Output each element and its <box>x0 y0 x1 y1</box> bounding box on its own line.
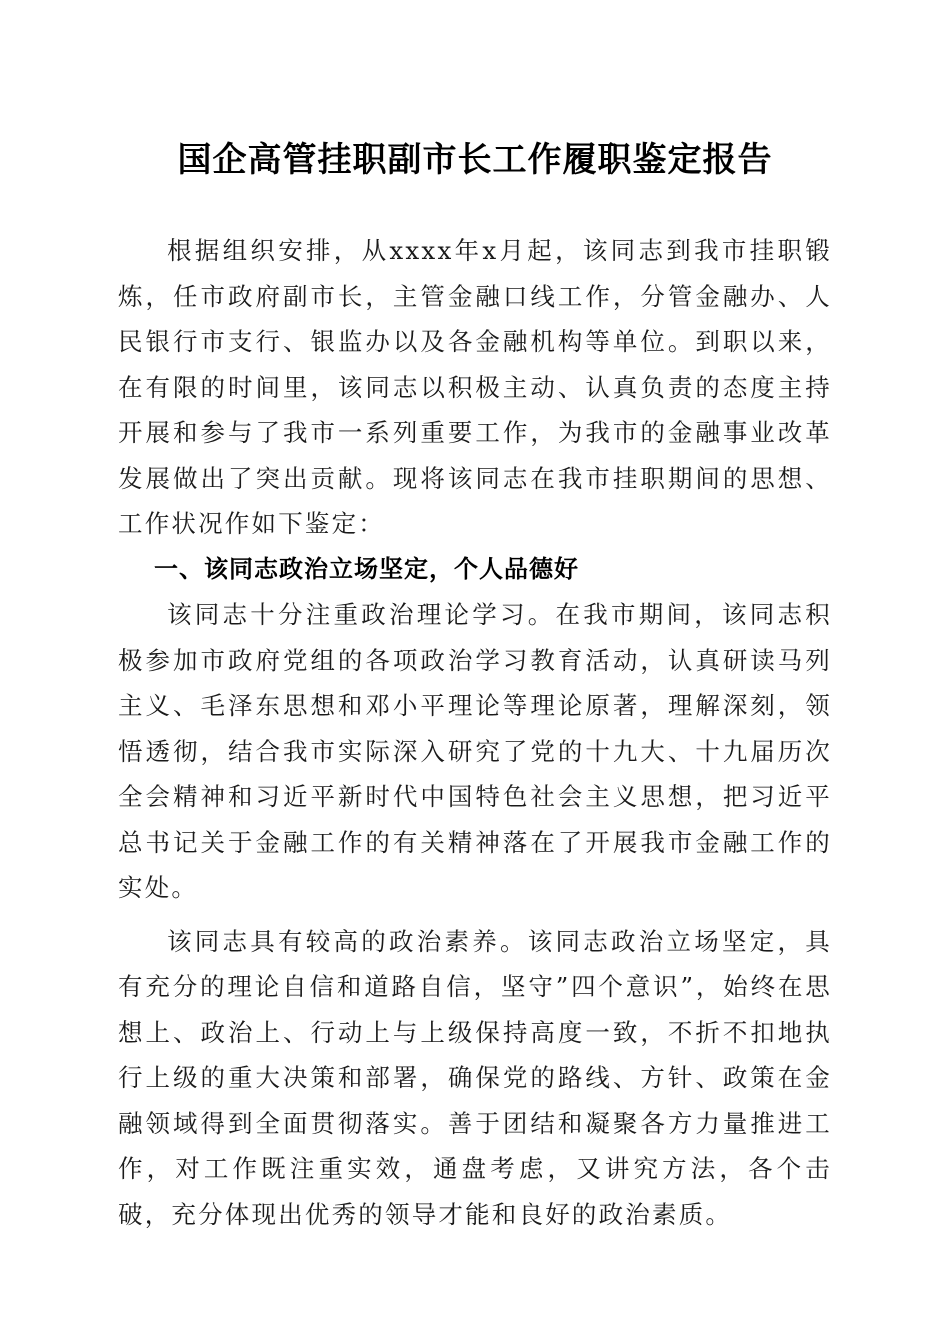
intro-paragraph: 根据组织安排，从xxxx年x月起，该同志到我市挂职锻炼，任市政府副市长，主管金融口线工作，分管金融办、人民银行市支行、银监办以及各金融机构等单位。到职以来，在有限的时间里，该同志以积极主动、认真负责的态度主持开展和参与了我市一系列重要工作，为我市的金融事业改革发展做出了突出贡献。现将该同志在我市挂职期间的思想、工作状况作如下鉴定： <box>118 236 832 538</box>
document-body <box>118 228 832 1237</box>
section-heading: 一、该同志政治立场坚定，个人品德好 <box>154 554 579 583</box>
body-paragraph: 该同志十分注重政治理论学习。在我市期间，该同志积极参加市政府党组的各项政治学习教育活动，认真研读马列主义、毛泽东思想和邓小平理论等理论原著，理解深刻，领悟透彻，结合我市实际深入研究了党的十九大、十九届历次全会精神和习近平新时代中国特色社会主义思想，把习近平总书记关于金融工作的有关精神落在了开展我市金融工作的实处。 <box>118 600 832 902</box>
document-title: 国企高管挂职副市长工作履职鉴定报告 <box>177 140 773 180</box>
body-paragraph: 该同志具有较高的政治素养。该同志政治立场坚定，具有充分的理论自信和道路自信，坚守”四个意识”，始终在思想上、政治上、行动上与上级保持高度一致，不折不扣地执行上级的重大决策和部署，确保党的路线、方针、政策在金融领域得到全面贯彻落实。善于团结和凝聚各方力量推进工作，对工作既注重实效，通盘考虑，又讲究方法，各个击破，充分体现出优秀的领导才能和良好的政治素质。 <box>118 926 832 1229</box>
